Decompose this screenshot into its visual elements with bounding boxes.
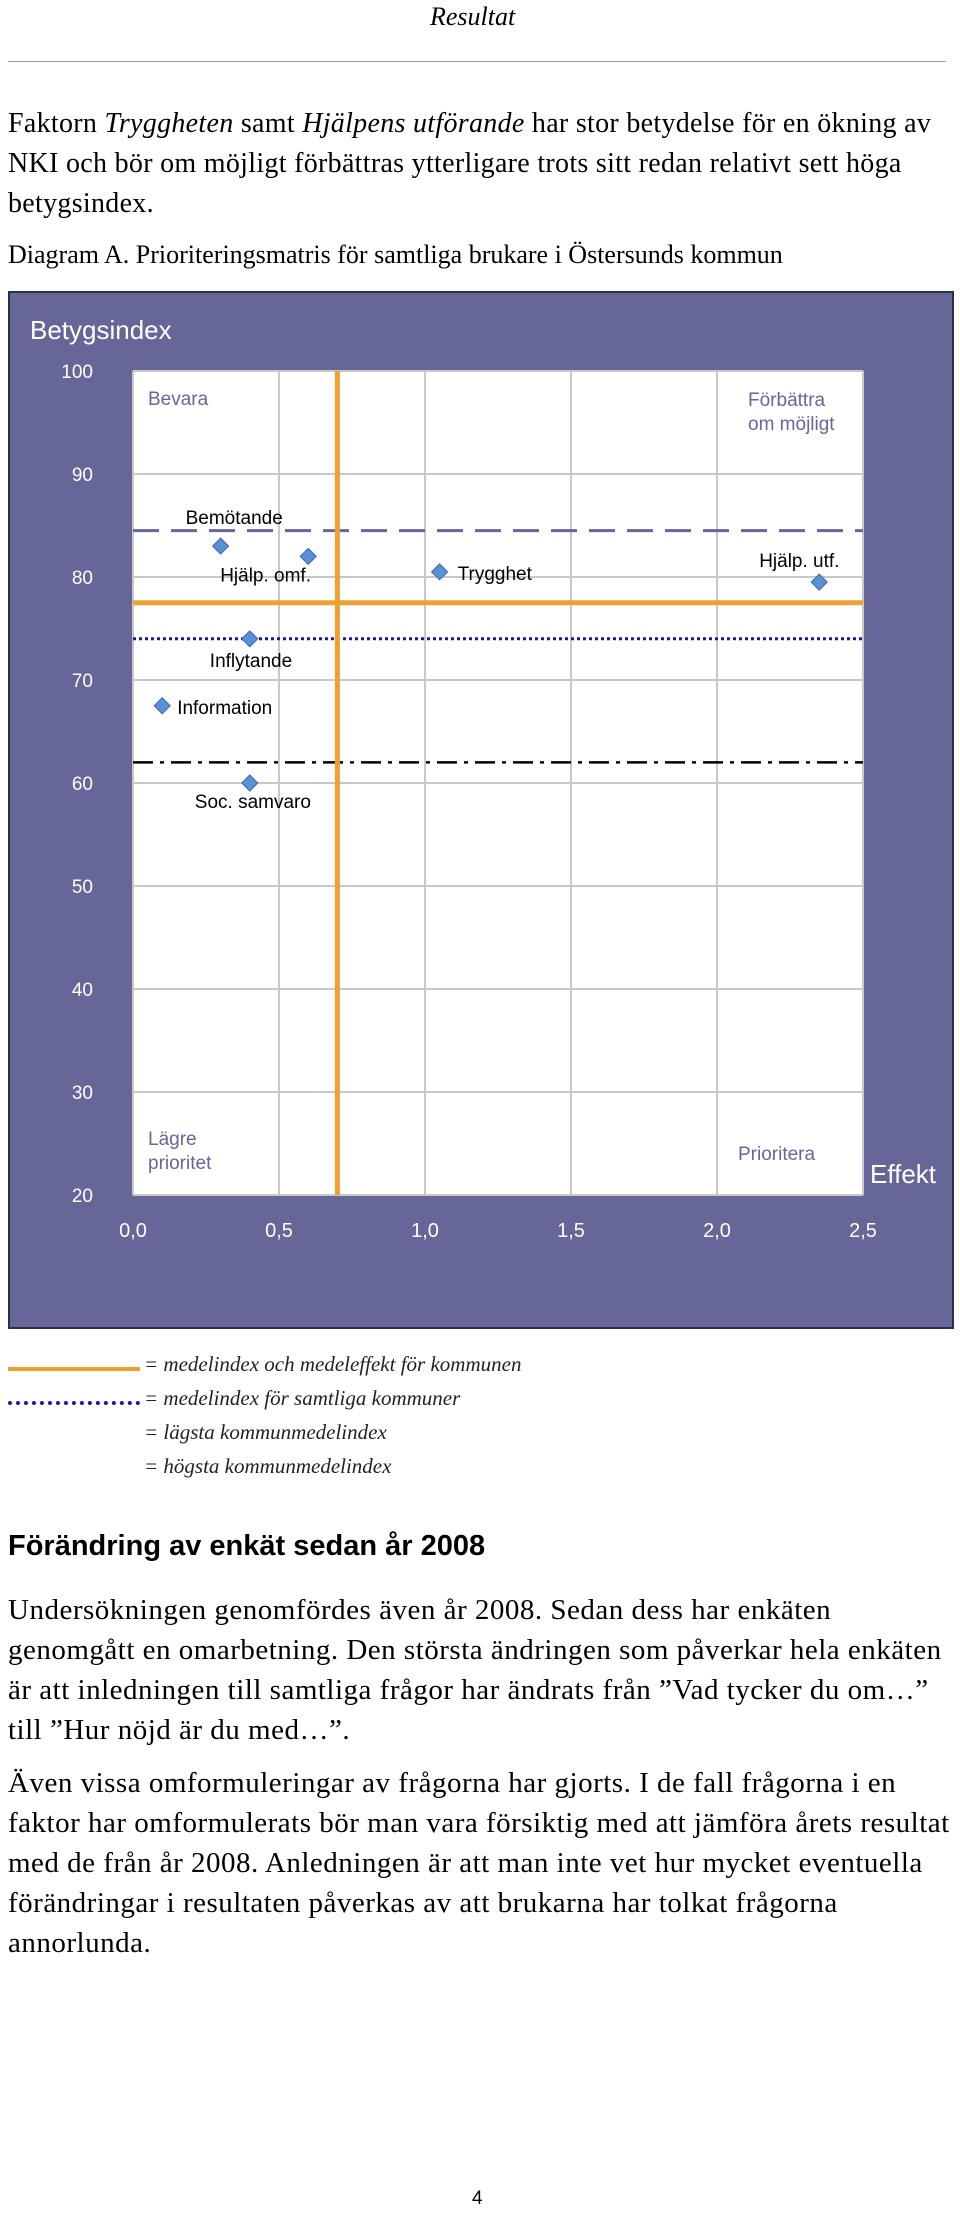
body-paragraph: Undersökningen genomfördes även år 2008. Sedan dess har enkäten genomgått en omarbetning. Den största ändringen som påverkar hela enkäten är att inledningen till samtliga frågor har ändrats från ”Vad tycker du om…” till ”Hur nöjd är du med…”. [8,1594,942,1746]
header-title: Resultat [430,2,516,31]
y-tick-label: 50 [71,877,93,898]
legend-item-highest [8,1452,708,1486]
data-point-label: Bemötande [185,508,283,530]
x-tick-label: 0,0 [119,1220,147,1242]
quadrant-label-top-right: Förbättra om möjligt [748,390,835,435]
legend-line-mean [8,1367,140,1371]
y-tick-label: 80 [71,568,93,589]
x-tick-label: 0,5 [265,1220,293,1242]
data-point-label: Information [177,697,273,719]
y-tick-label: 90 [71,465,93,486]
intro-text-1: Faktorn [8,108,105,139]
legend-label: = medelindex för samtliga kommuner [144,1386,461,1410]
x-tick-label: 2,0 [703,1220,731,1242]
body-paragraph: Även vissa omformuleringar av frågorna har gjorts. I de fall frågorna i en faktor har omformulerats bör man vara försiktig med att jämföra årets resultat med de från år 2008. Anledningen är att man inte vet hur mycket eventuella förändringar i resultaten påverkas av att brukarna har tolkat frågorna annorlunda. [8,1767,950,1959]
data-point-label: Inflytande [209,650,293,672]
x-axis-title: Effekt [870,1159,937,1189]
intro-emphasis-1: Tryggheten [104,108,234,139]
legend-label: = medelindex och medeleffekt för kommunen [144,1352,522,1376]
legend-item-lowest [8,1418,708,1452]
y-tick-label: 30 [71,1083,93,1104]
legend-line-all-municipalities [8,1401,140,1405]
y-tick-label: 70 [71,671,93,692]
intro-text-3: har stor betydelse för en ökning av NKI och bör om möjligt förbättras ytterligare trots sitt redan relativt sett höga betygsindex. [8,108,932,219]
intro-emphasis-2: Hjälpens utförande [302,108,525,139]
y-tick-label: 40 [71,980,93,1001]
data-point-label: Trygghet [457,563,532,585]
legend-item-mean [8,1350,708,1384]
intro-text-2: samt [233,108,303,139]
data-point-label: Hjälp. omf. [220,565,312,587]
section-heading: Förändring av enkät sedan år 2008 [8,1530,486,1562]
page-number: 4 [472,2188,483,2209]
x-tick-label: 1,0 [411,1220,439,1242]
y-axis-title: Betygsindex [30,315,172,345]
quadrant-label-bottom-right: Prioritera [738,1144,816,1165]
data-point-label: Soc. samvaro [194,792,311,813]
header-divider [8,61,946,62]
legend-label: = högsta kommunmedelindex [144,1454,392,1478]
chart-legend [8,1350,708,1486]
quadrant-label-bottom-left: Lägre prioritet [148,1129,212,1174]
data-point-label: Hjälp. utf. [759,551,840,573]
x-tick-label: 2,5 [849,1220,877,1242]
quadrant-label-top-left: Bevara [148,389,209,410]
priority-matrix-chart [8,291,954,1329]
legend-label: = lägsta kommunmedelindex [144,1420,387,1444]
chart-caption: Diagram A. Prioriteringsmatris för samtliga brukare i Östersunds kommun [8,240,783,269]
page-header [0,0,960,62]
legend-item-all-municipalities [8,1384,708,1418]
y-tick-label: 100 [61,362,93,383]
x-tick-label: 1,5 [557,1220,585,1242]
y-tick-label: 20 [71,1186,93,1207]
y-tick-label: 60 [71,774,93,795]
intro-paragraph [8,104,948,224]
